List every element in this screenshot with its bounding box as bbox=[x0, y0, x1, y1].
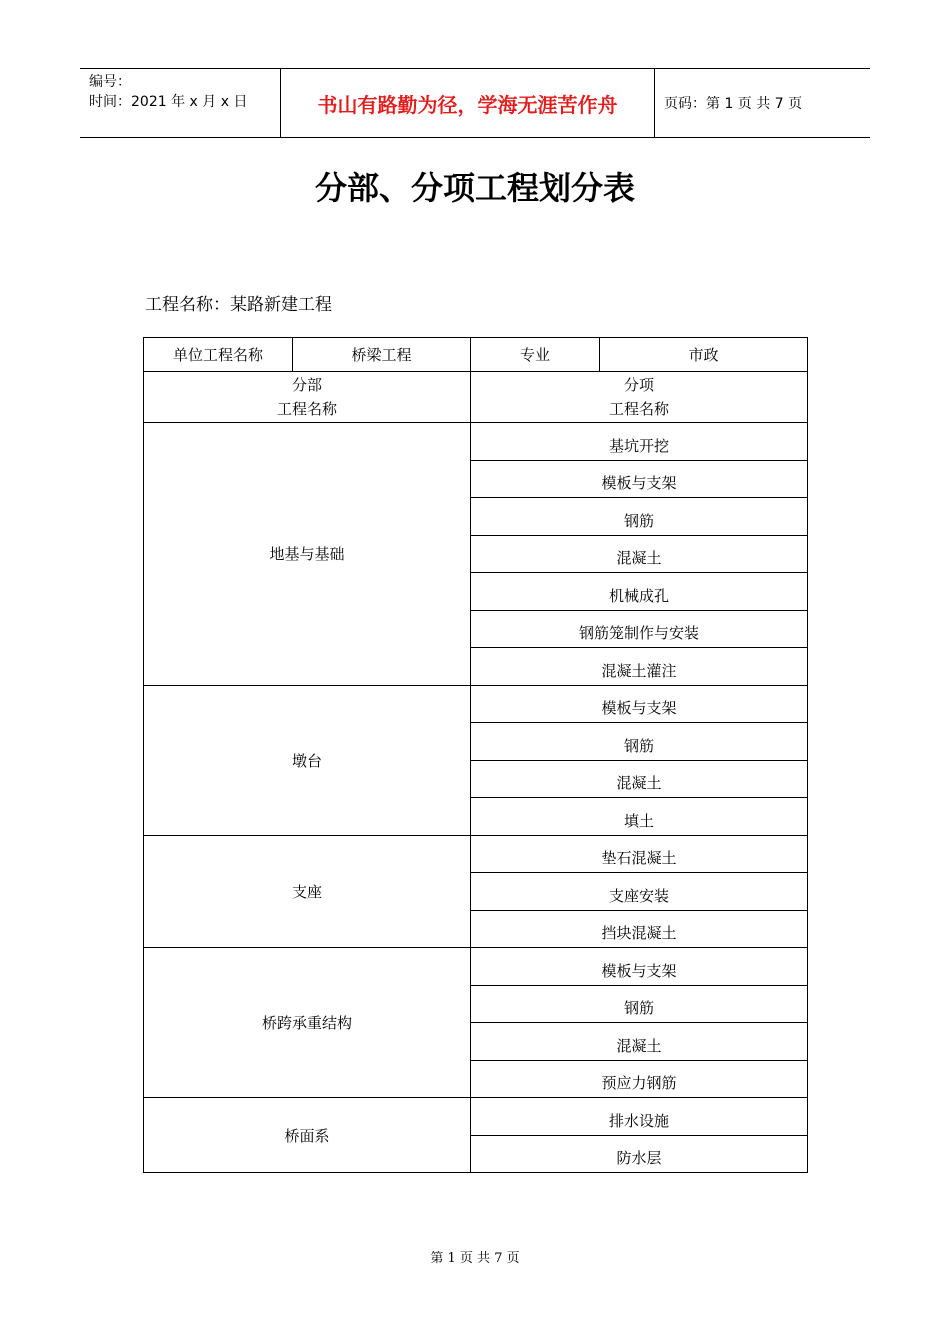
item-name-cell: 垫石混凝土 bbox=[471, 835, 808, 873]
item-name-cell: 预应力钢筋 bbox=[471, 1060, 808, 1098]
table-row bbox=[144, 948, 808, 986]
division-name-cell: 墩台 bbox=[144, 685, 471, 835]
time-label: 时间：2021 年 x 月 x 日 bbox=[89, 94, 248, 110]
division-header bbox=[144, 372, 471, 423]
table-row bbox=[144, 835, 808, 873]
unit-row bbox=[144, 338, 808, 372]
item-name-cell: 混凝土 bbox=[471, 1023, 808, 1061]
page-footer: 第 1 页 共 7 页 bbox=[430, 1251, 520, 1266]
item-header-line2: 工程名称 bbox=[608, 400, 669, 418]
major-value: 市政 bbox=[600, 338, 808, 372]
item-name-cell: 模板与支架 bbox=[471, 685, 808, 723]
division-name-cell: 桥面系 bbox=[144, 1098, 471, 1173]
table-row bbox=[144, 1098, 808, 1136]
division-name-cell: 支座 bbox=[144, 835, 471, 948]
project-name: 工程名称：某路新建工程 bbox=[145, 295, 332, 315]
item-name-cell: 模板与支架 bbox=[471, 948, 808, 986]
division-header-line2: 工程名称 bbox=[276, 400, 337, 418]
table-row bbox=[144, 423, 808, 461]
item-name-cell: 混凝土灌注 bbox=[471, 648, 808, 686]
column-header-row bbox=[144, 372, 808, 423]
item-name-cell: 钢筋 bbox=[471, 723, 808, 761]
item-name-cell: 机械成孔 bbox=[471, 573, 808, 611]
division-table bbox=[143, 337, 808, 1173]
page-header bbox=[80, 68, 870, 138]
table-row bbox=[144, 685, 808, 723]
unit-value: 桥梁工程 bbox=[293, 338, 471, 372]
item-name-cell: 钢筋笼制作与安装 bbox=[471, 610, 808, 648]
item-name-cell: 基坑开挖 bbox=[471, 423, 808, 461]
division-header-line1: 分部 bbox=[291, 376, 322, 394]
document-title: 分部、分项工程划分表 bbox=[314, 169, 635, 207]
division-name-cell: 地基与基础 bbox=[144, 423, 471, 686]
item-name-cell: 排水设施 bbox=[471, 1098, 808, 1136]
item-header-line1: 分项 bbox=[623, 376, 654, 394]
item-name-cell: 挡块混凝土 bbox=[471, 910, 808, 948]
item-name-cell: 填土 bbox=[471, 798, 808, 836]
unit-label: 单位工程名称 bbox=[144, 338, 293, 372]
item-header bbox=[471, 372, 808, 423]
division-name-cell: 桥跨承重结构 bbox=[144, 948, 471, 1098]
item-name-cell: 防水层 bbox=[471, 1135, 808, 1173]
item-name-cell: 混凝土 bbox=[471, 535, 808, 573]
header-page-label: 页码：第 1 页 共 7 页 bbox=[664, 96, 803, 112]
item-name-cell: 钢筋 bbox=[471, 985, 808, 1023]
major-label: 专业 bbox=[471, 338, 600, 372]
item-name-cell: 支座安装 bbox=[471, 873, 808, 911]
item-name-cell: 模板与支架 bbox=[471, 460, 808, 498]
header-motto: 书山有路勤为径，学海无涯苦作舟 bbox=[281, 69, 655, 137]
item-name-cell: 混凝土 bbox=[471, 760, 808, 798]
number-label: 编号： bbox=[89, 74, 131, 90]
header-meta bbox=[80, 69, 281, 137]
item-name-cell: 钢筋 bbox=[471, 498, 808, 536]
